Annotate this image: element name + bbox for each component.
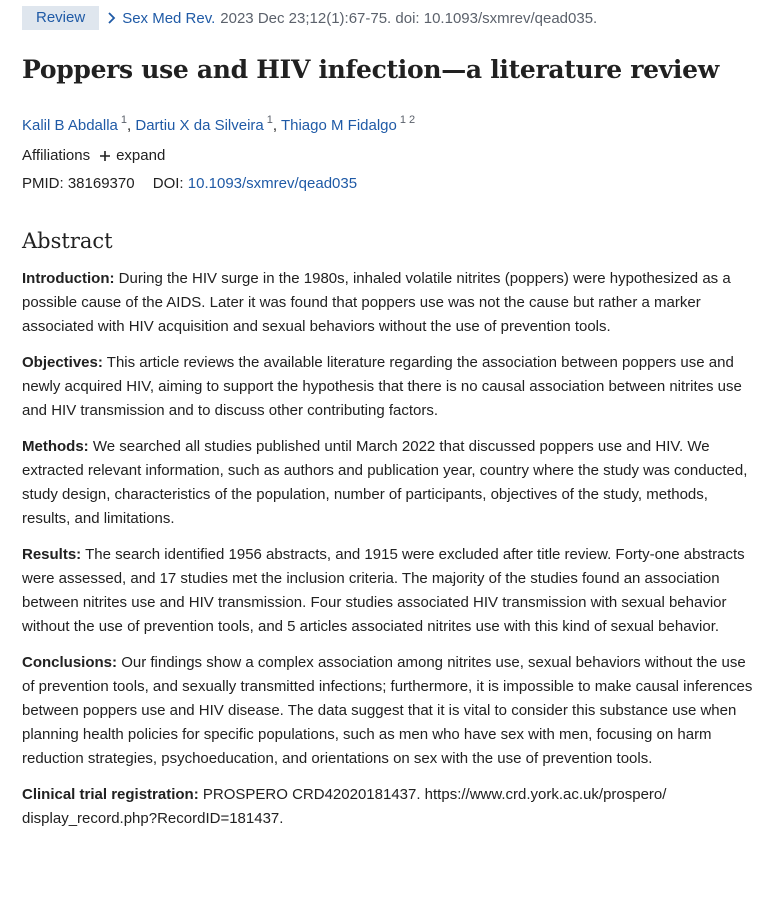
- abstract-section-objectives: [22, 351, 757, 423]
- abstract-section-methods: [22, 435, 757, 531]
- identifiers-row: [22, 173, 357, 195]
- section-text: We searched all studies published until March 2022 that discussed poppers use and HIV. We extracted relevant information, such as authors and publication year, country where the study was conducted, study design, characteristics of the population, number of participants, objectives of the study, methods, results, and limitations.: [22, 438, 748, 527]
- abstract-body: [22, 267, 757, 843]
- citation-details: 2023 Dec 23;12(1):67-75. doi: 10.1093/sxmrev/qead035.: [220, 9, 598, 27]
- section-label: Results:: [22, 546, 82, 563]
- plus-icon: [99, 150, 111, 162]
- author-name-link[interactable]: Thiago M Fidalgo: [280, 117, 397, 134]
- doi-label: DOI:: [152, 175, 184, 192]
- author-item: [135, 114, 281, 134]
- pmid-label: PMID:: [22, 175, 64, 192]
- section-label: Conclusions:: [22, 654, 118, 671]
- affiliations-expand-button[interactable]: [99, 145, 165, 167]
- abstract-section-conclusions: [22, 651, 757, 771]
- abstract-heading: Abstract: [22, 229, 113, 253]
- author-name-link[interactable]: Dartiu X da Silveira: [135, 117, 264, 134]
- affiliations-row: [22, 145, 165, 167]
- abstract-section-introduction: [22, 267, 757, 339]
- section-text: During the HIV surge in the 1980s, inhaled volatile nitrites (poppers) were hypothesized as a possible cause of the AIDS. Later it was found that poppers use was not the cause but rather a marker associated with HIV acquisition and sexual behaviors without the use of prevention tools.: [22, 270, 731, 335]
- abstract-section-results: [22, 543, 757, 639]
- author-separator: ,: [272, 117, 281, 134]
- section-text: Our findings show a complex association among nitrites use, sexual behaviors without the use of prevention tools, and sexually transmitted infections; furthermore, it is impossible to make causal inferences between poppers use and HIV disease. The data suggest that it is vital to consider this substance use when planning health policies for specific populations, such as men who have sex with men, focusing on harm reduction strategies, psychoeducation, and orientations on sex with the use of prevention tools.: [22, 654, 753, 767]
- article-title: Poppers use and HIV infection—a literature review: [22, 55, 719, 84]
- review-badge[interactable]: Review: [22, 6, 99, 30]
- section-text: The search identified 1956 abstracts, and 1915 were excluded after title review. Forty-one abstracts were assessed, and 17 studies met the inclusion criteria. The majority of the studies found an association between nitrites use and HIV transmission. Four studies associated HIV transmission with sexual behavior without the use of prevention tools, and 5 articles associated nitrites use with this kind of sexual behavior.: [22, 546, 745, 635]
- affiliations-label: Affiliations: [22, 147, 91, 164]
- abstract-section-trial-registration: [22, 783, 757, 831]
- author-affiliation-ref[interactable]: 1 2: [399, 114, 416, 126]
- chevron-right-icon[interactable]: [107, 12, 117, 24]
- expand-label: expand: [116, 147, 166, 164]
- section-label: Objectives:: [22, 354, 103, 371]
- doi-link[interactable]: 10.1093/sxmrev/qead035: [187, 175, 358, 192]
- journal-link[interactable]: Sex Med Rev.: [122, 9, 216, 27]
- author-item: [280, 114, 416, 134]
- author-list: [22, 108, 415, 138]
- author-affiliation-ref[interactable]: 1: [120, 114, 128, 126]
- section-text: This article reviews the available literature regarding the association between poppers use and newly acquired HIV, aiming to support the hypothesis that there is no causal association between nitrites use and HIV transmission and to discuss other contributing factors.: [22, 354, 742, 419]
- citation-row: [22, 6, 597, 30]
- author-affiliation-ref[interactable]: 1: [266, 114, 273, 126]
- section-label: Introduction:: [22, 270, 115, 287]
- author-name-link[interactable]: Kalil B Abdalla: [22, 117, 118, 134]
- pmid-value: 38169370: [67, 175, 135, 192]
- section-label: Clinical trial registration:: [22, 786, 199, 803]
- author-separator: ,: [127, 117, 136, 134]
- section-label: Methods:: [22, 438, 89, 455]
- author-item: [22, 114, 136, 134]
- section-text: PROSPERO CRD42020181437. https://www.crd.york.ac.uk/prospero/ display_record.php?RecordID=181437.: [22, 786, 667, 827]
